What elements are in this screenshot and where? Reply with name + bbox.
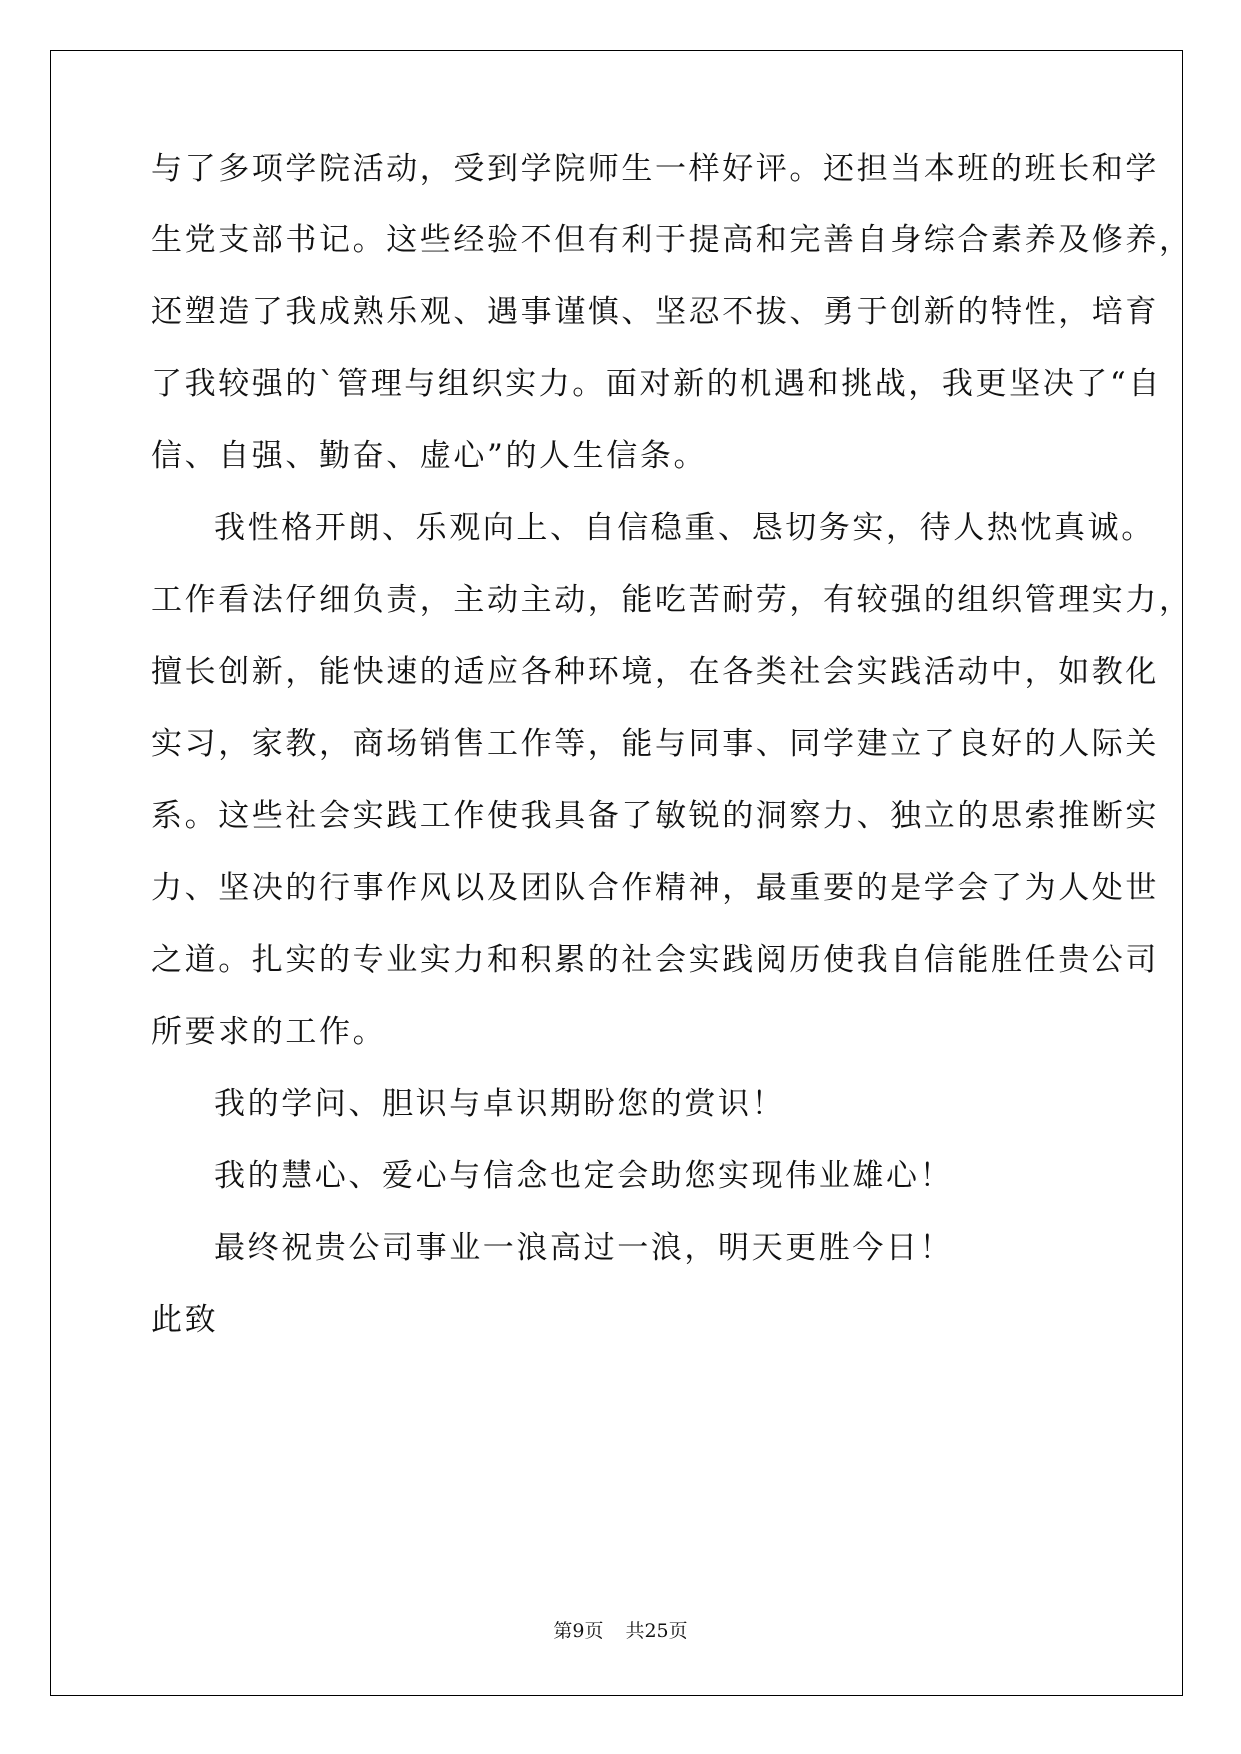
text-line: 生党支部书记。这些经验不但有利于提高和完善自身综合素养及修养， (151, 222, 1193, 258)
page-footer (0, 1618, 1241, 1644)
text-line: 我的慧心、爱心与信念也定会助您实现伟业雄心！ (214, 1158, 954, 1194)
text-line: 我性格开朗、乐观向上、自信稳重、恳切务实，待人热忱真诚。 (214, 510, 1155, 546)
text-line: 擅长创新，能快速的适应各种环境，在各类社会实践活动中，如教化 (151, 654, 1159, 690)
text-line: 实习，家教，商场销售工作等，能与同事、同学建立了良好的人际关 (151, 726, 1159, 762)
page-total: 共25页 (625, 1620, 688, 1642)
text-line: 与了多项学院活动，受到学院师生一样好评。还担当本班的班长和学 (151, 151, 1159, 187)
text-line: 了我较强的`管理与组织实力。面对新的机遇和挑战，我更坚决了“自 (151, 366, 1162, 402)
page-number: 第9页 (553, 1620, 604, 1642)
text-line: 之道。扎实的专业实力和积累的社会实践阅历使我自信能胜任贵公司 (151, 942, 1159, 978)
text-line: 还塑造了我成熟乐观、遇事谨慎、坚忍不拔、勇于创新的特性，培育 (151, 294, 1159, 330)
text-line: 最终祝贵公司事业一浪高过一浪，明天更胜今日！ (214, 1230, 954, 1266)
text-line: 系。这些社会实践工作使我具备了敏锐的洞察力、独立的思索推断实 (151, 798, 1159, 834)
text-line: 所要求的工作。 (151, 1014, 387, 1050)
text-line: 工作看法仔细负责，主动主动，能吃苦耐劳，有较强的组织管理实力， (151, 582, 1193, 618)
closing-line: 此致 (151, 1302, 219, 1338)
text-line: 力、坚决的行事作风以及团队合作精神，最重要的是学会了为人处世 (151, 870, 1159, 906)
text-line: 信、自强、勤奋、虚心”的人生信条。 (151, 438, 708, 474)
text-line: 我的学问、胆识与卓识期盼您的赏识！ (214, 1086, 786, 1122)
